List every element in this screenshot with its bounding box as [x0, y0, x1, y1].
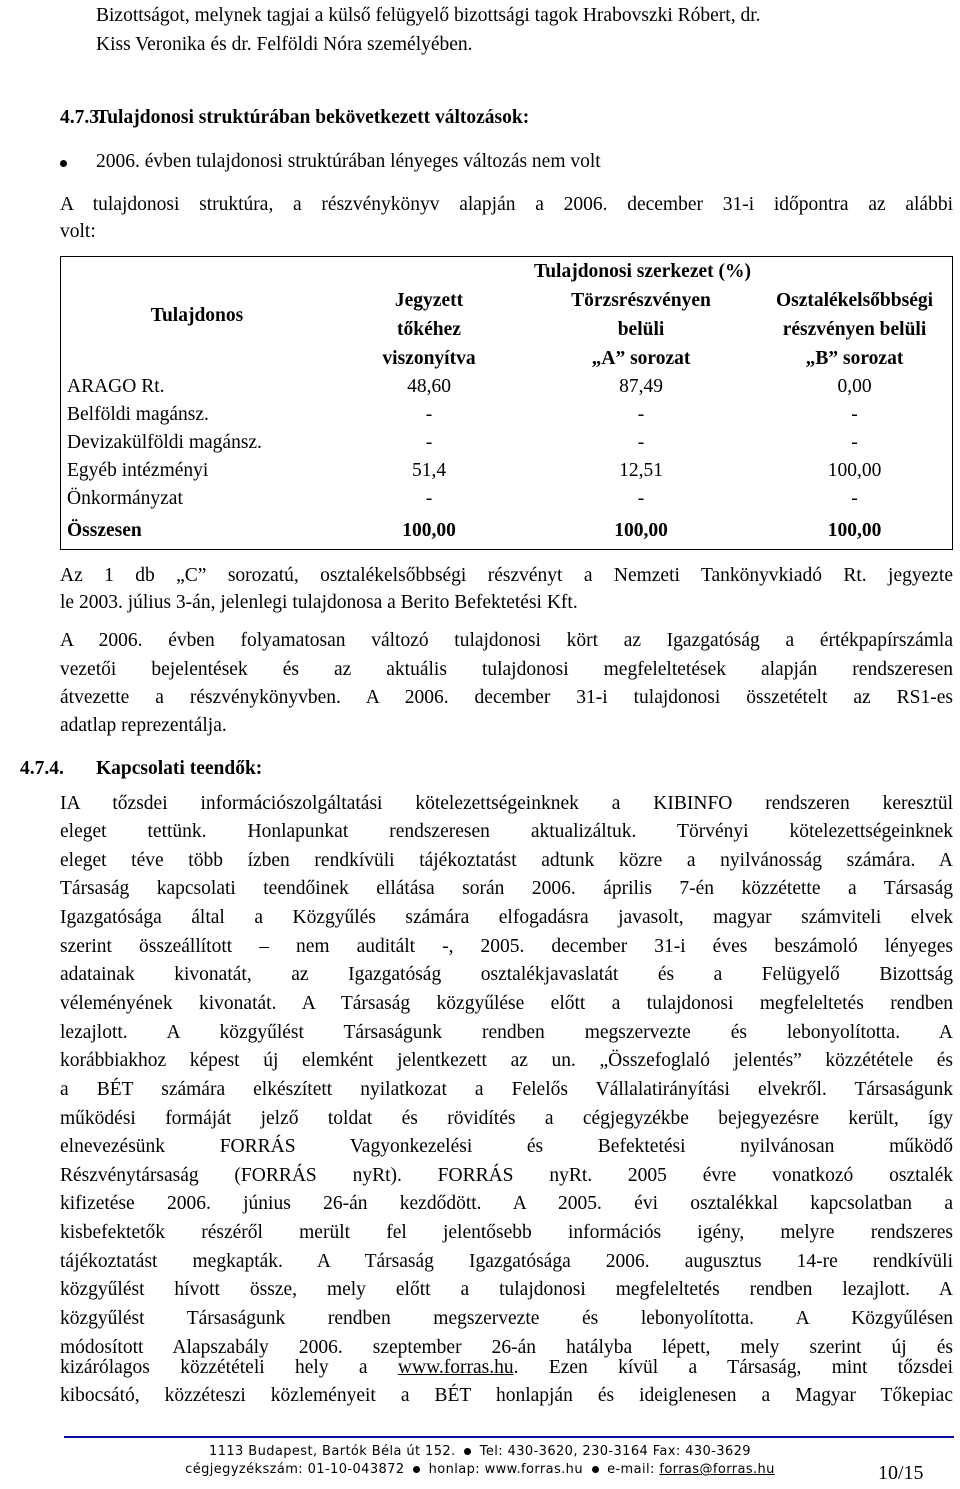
row-value-3: 100,00: [757, 457, 953, 485]
col1-header-line1: Jegyzett: [394, 290, 464, 311]
row-value-2: -: [637, 488, 645, 509]
section-473-number: 4.7.3.: [60, 107, 104, 128]
group-header: Tulajdonosi szerkezet (%): [333, 257, 953, 287]
para-2006-line-1: A 2006. évben folyamatosan változó tulajdonosi kört az Igazgatóság a értékpapírszámla: [60, 630, 953, 651]
para-2006-line-3: átvezette a részvénykönyvben. A 2006. december 31-i tulajdonosi összetételt az RS1-es: [60, 687, 953, 708]
row-name: Belföldi magánsz.: [61, 401, 334, 429]
para-474-line-21-post: . Ezen kívül a Társaság, mint tőzsdei: [513, 1357, 954, 1378]
row-name: Egyéb intézményi: [61, 457, 334, 485]
row-value-2: -: [637, 432, 645, 453]
para-474-line-13: elnevezésünk FORRÁS Vagyonkezelési és Befektetési nyilvánosan működő: [60, 1136, 953, 1157]
bullet-dot-icon: [413, 1466, 420, 1473]
para-474-line-14: Részvénytársaság (FORRÁS nyRt). FORRÁS nyRt. 2005 évre vonatkozó osztalék: [60, 1165, 953, 1186]
col3-header-line2: részvényen belüli: [757, 315, 953, 344]
intro-line-2: Kiss Veronika és dr. Felföldi Nóra személyében.: [96, 34, 473, 55]
row-value-1: -: [425, 488, 433, 509]
row-value-3: -: [757, 485, 953, 513]
bullet-dot-icon: [464, 1448, 471, 1455]
para-2006-line-4: adatlap reprezentálja.: [60, 715, 227, 736]
structure-para-line-1: A tulajdonosi struktúra, a részvénykönyv alapján a 2006. december 31-i időpontra az alábbi: [60, 194, 953, 215]
total-value-3: 100,00: [757, 513, 953, 550]
footer-phone: Tel: 430-3620, 230-3164 Fax: 430-3629: [479, 1444, 751, 1459]
footer-website: honlap: www.forras.hu: [428, 1462, 583, 1477]
footer-line-2: [0, 1462, 960, 1477]
footer-line-1: [0, 1444, 960, 1459]
table-row: [61, 429, 953, 457]
row-value-1: -: [425, 432, 433, 453]
section-474-number: 4.7.4.: [20, 758, 64, 779]
intro-line-1: Bizottságot, melynek tagjai a külső felügyelő bizottsági tagok Hrabovszki Róbert, dr.: [96, 5, 761, 26]
para-474-line-2: eleget tettünk. Honlapunkat rendszeresen aktualizáltuk. Törvényi kötelezettségeinknek: [60, 821, 953, 842]
c-series-line-1: Az 1 db „C” sorozatú, osztalékelsőbbségi részvényt a Nemzeti Tankönyvkiadó Rt. jegyezte: [60, 565, 953, 586]
footer-email-label: e-mail:: [607, 1462, 655, 1477]
col1-header-line2: tőkéhez: [397, 319, 461, 340]
para-474-line-9: lezajlott. A közgyűlést Társaságunk rendben megszervezte és lebonyolította. A: [60, 1022, 953, 1043]
para-474-line-20: módosított Alapszabály 2006. szeptember 26-án hatályba lépett, mely szerint új és: [60, 1337, 953, 1358]
total-value-2: 100,00: [525, 513, 757, 550]
para-474-line-21-pre: kizárólagos közzétételi hely a: [60, 1357, 368, 1378]
table-row: [61, 485, 953, 513]
row-value-3: -: [757, 401, 953, 429]
col3-header-line3: „B” sorozat: [757, 344, 953, 373]
row-value-1: 51,4: [411, 460, 447, 481]
table-row: [61, 401, 953, 429]
para-474-line-4: Társaság kapcsolati teendőinek ellátása során 2006. április 7-én közzétette a Társaság: [60, 878, 953, 899]
row-value-2: -: [637, 404, 645, 425]
footer-email-link[interactable]: forras@forras.hu: [659, 1462, 775, 1477]
row-value-2: 12,51: [619, 460, 663, 481]
para-474-line-8: véleményének kivonatát. A Társaság közgyűlése előtt a tulajdonosi megfeleltetés rendben: [60, 993, 953, 1014]
para-474-line-21: [60, 1356, 953, 1380]
para-474-line-7: adatainak kivonatát, az Igazgatóság osztalékjavaslatát és a Felügyelő Bizottság: [60, 964, 953, 985]
para-474-line-11: a BÉT számára elkészített nyilatkozat a Felelős Vállalatirányítási elvekről. Társaságunk: [60, 1079, 953, 1100]
para-474-line-5: Igazgatósága által a Közgyűlés számára elfogadásra javasolt, magyar számviteli elvek: [60, 907, 953, 928]
total-name: Összesen: [61, 513, 334, 550]
para-474-line-3: eleget téve több ízben rendkívüli tájékoztatást adtunk közre a nyilvánosság számára. A: [60, 850, 953, 871]
row-value-2: 87,49: [619, 376, 663, 397]
total-value-1: 100,00: [333, 513, 525, 550]
section-474-title: Kapcsolati teendők:: [96, 758, 263, 779]
c-series-line-2: le 2003. július 3-án, jelenlegi tulajdonosa a Berito Befektetési Kft.: [60, 592, 578, 613]
para-474-line-6: szerint összeállított – nem auditált -, 2005. december 31-i éves beszámoló lényeges: [60, 936, 953, 957]
ownership-table: [60, 256, 953, 550]
row-value-3: -: [757, 429, 953, 457]
page-number: 10/15: [878, 1462, 924, 1484]
para-474-line-12: működési formáját jelző toldat és rövidítés a cégjegyzékbe bejegyezésre került, így: [60, 1108, 953, 1129]
footer-divider: [64, 1436, 954, 1438]
para-474-line-17: tájékoztatást megkapták. A Társaság Igazgatósága 2006. augusztus 14-re rendkívüli: [60, 1251, 953, 1272]
row-name: Önkormányzat: [61, 485, 334, 513]
section-473-title: Tulajdonosi struktúrában bekövetkezett változások:: [96, 107, 530, 128]
bullet-dot-icon: [592, 1466, 599, 1473]
para-474-line-18: közgyűlést hívott össze, mely előtt a tulajdonosi megfeleltetés rendben lezajlott. A: [60, 1279, 953, 1300]
para-474-line-22: kibocsátó, közzéteszi közleményeit a BÉT honlapján és ideiglenesen a Magyar Tőkepiac: [60, 1385, 953, 1406]
para-2006-line-2: vezetői bejelentések és az aktuális tulajdonosi megfeleltetések alapján rendszeresen: [60, 659, 953, 680]
bullet-dot-icon: [60, 150, 67, 174]
table-total-row: [61, 513, 953, 550]
row-value-1: 48,60: [407, 376, 451, 397]
footer-address: 1113 Budapest, Bartók Béla út 152.: [209, 1444, 456, 1459]
bullet-text: 2006. évben tulajdonosi struktúrában lényeges változás nem volt: [96, 151, 601, 172]
col3-header-line1: Osztalékelsőbbségi: [757, 286, 953, 315]
row-name: ARAGO Rt.: [61, 373, 334, 401]
table-row: [61, 457, 953, 485]
table-row: [61, 373, 953, 401]
para-474-line-15: kifizetése 2006. június 26-án kezdődött. A 2005. évi osztalékkal kapcsolatban a: [60, 1193, 953, 1214]
row-value-3: 0,00: [757, 373, 953, 401]
para-474-line-16: kisbefektetők részéről merült fel jelentősebb információs igény, melyre rendszeres: [60, 1222, 953, 1243]
col2-header-line1: Törzsrészvényen: [571, 290, 711, 311]
row-value-1: -: [425, 404, 433, 425]
col1-header-line3: viszonyítva: [382, 348, 476, 369]
col2-header-line2: belüli: [617, 319, 665, 340]
para-474-line-10: korábbiakhoz képest új elemként jelentkezett az un. „Összefoglaló jelentés” közzététele és: [60, 1050, 953, 1071]
footer-registration: cégjegyzékszám: 01-10-043872: [185, 1462, 405, 1477]
para-474-line-19: közgyűlést Társaságunk rendben megszervezte és lebonyolította. A Közgyűlésen: [60, 1308, 953, 1329]
row-name: Devizakülföldi magánsz.: [61, 429, 334, 457]
col-owner-header: Tulajdonos: [61, 257, 334, 374]
structure-para-line-2: volt:: [60, 221, 96, 242]
col2-header-line3: „A” sorozat: [591, 348, 691, 369]
para-474-line-1: IA tőzsdei információszolgáltatási kötelezettségeinknek a KIBINFO rendszeren keresztül: [60, 793, 953, 814]
forras-website-link[interactable]: www.forras.hu: [397, 1357, 514, 1378]
